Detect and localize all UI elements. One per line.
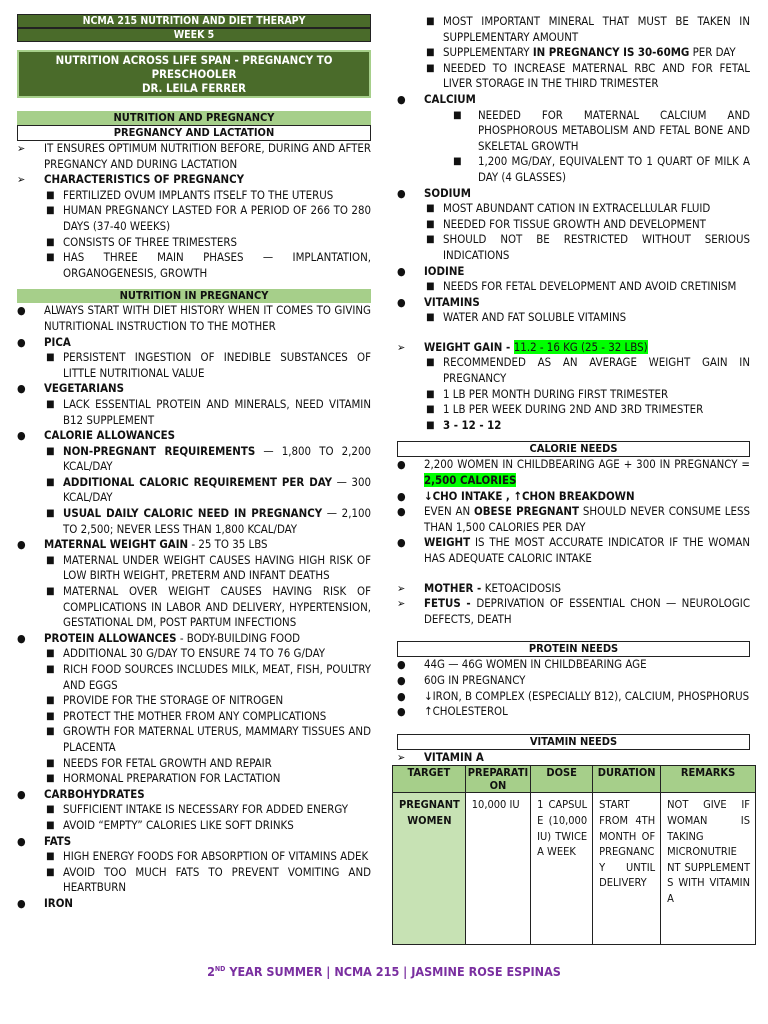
list-item (397, 504, 750, 535)
round-bullet-icon: ● (397, 186, 406, 200)
weight-text: IS THE MOST ACCURATE INDICATOR IF THE WOMAN HAS ADEQUATE CALORIC INTAKE (424, 535, 750, 565)
list-item: ● IRON (17, 895, 73, 910)
list-item: ■ SUFFICIENT INTAKE IS NECESSARY FOR ADDED ENERGY (46, 802, 348, 817)
arrow-bullet-icon: ➢ (397, 340, 406, 354)
list-item: ■ HAS THREE MAIN PHASES — IMPLANTATION, ORGANOGENESIS, GROWTH (46, 250, 371, 280)
list-item: ● IODINE (397, 263, 465, 278)
square-bullet-icon: ■ (46, 476, 55, 488)
table-header: PREPARATI ON (465, 766, 530, 793)
non-pregnant-value: — 1,800 TO 2,200 KCAL/DAY (63, 443, 371, 474)
section-protein-needs: PROTEIN NEEDS (397, 641, 750, 657)
iron-supp-prefix: SUPPLEMENTARY (443, 45, 533, 60)
obese-label: OBESE PREGNANT (474, 504, 579, 519)
fetus-label: FETUS - (424, 596, 477, 611)
square-bullet-icon: ■ (426, 62, 435, 74)
square-bullet-icon: ■ (426, 218, 435, 230)
right-column (397, 14, 750, 945)
square-bullet-icon: ■ (453, 156, 462, 168)
round-bullet-icon: ● (17, 787, 26, 801)
additional-caloric-value: — 300 KCAL/DAY (63, 474, 371, 505)
footer-year: 2 (207, 964, 215, 980)
footer-sup: ND (214, 965, 226, 973)
list-item: ■ FERTILIZED OVUM IMPLANTS ITSELF TO THE UTERUS (46, 187, 334, 202)
list-item: ● ↓IRON, B COMPLEX (ESPECIALLY B12), CALCIUM, PHOSPHORUS (397, 688, 750, 703)
round-bullet-icon: ● (397, 536, 406, 550)
square-bullet-icon: ■ (453, 109, 462, 121)
course-header: NCMA 215 NUTRITION AND DIET THERAPY (17, 14, 371, 28)
square-bullet-icon: ■ (46, 189, 55, 201)
list-item (17, 631, 371, 647)
list-item: ■ PROTECT THE MOTHER FROM ANY COMPLICATIONS (46, 708, 327, 723)
list-item: ● CALORIE ALLOWANCES (17, 428, 176, 443)
square-bullet-icon: ■ (46, 586, 55, 598)
list-item (397, 581, 750, 597)
section-calorie-needs: CALORIE NEEDS (397, 441, 750, 457)
obese-prefix: EVEN AN (424, 504, 475, 519)
list-item: ● 44G — 46G WOMEN IN CHILDBEARING AGE (397, 657, 647, 672)
usual-caloric-value: — 2,100 TO 2,500; NEVER LESS THAN 1,800 KCAL/DAY (63, 506, 371, 536)
round-bullet-icon: ● (17, 429, 26, 443)
list-item: ■ HIGH ENERGY FOODS FOR ABSORPTION OF VITAMINS ADEK (46, 849, 369, 864)
round-bullet-icon: ● (17, 304, 26, 318)
square-bullet-icon: ■ (46, 804, 55, 816)
list-item (17, 506, 371, 537)
list-item: ● ↑CHOLESTEROL (397, 704, 508, 719)
square-bullet-icon: ■ (426, 388, 435, 400)
list-item: ➢ IT ENSURES OPTIMUM NUTRITION BEFORE, DURING AND AFTER PREGNANCY AND DURING LACTATION (17, 141, 371, 171)
list-item: ■ HORMONAL PREPARATION FOR LACTATION (46, 771, 281, 786)
square-bullet-icon: ■ (426, 357, 435, 369)
topic-title (17, 50, 371, 98)
square-bullet-icon: ■ (426, 419, 435, 431)
iron-supp-suffix: PER DAY (689, 45, 736, 60)
list-item: ■ NEEDED FOR TISSUE GROWTH AND DEVELOPMENT (426, 216, 706, 231)
square-bullet-icon: ■ (46, 554, 55, 566)
square-bullet-icon: ■ (46, 866, 55, 878)
section-nutrition-and-pregnancy: NUTRITION AND PREGNANCY (17, 111, 371, 125)
list-item: ■ GROWTH FOR MATERNAL UTERUS, MAMMARY TISSUES AND PLACENTA (46, 724, 371, 754)
square-bullet-icon: ■ (46, 773, 55, 785)
arrow-bullet-icon: ➢ (17, 142, 26, 155)
square-bullet-icon: ■ (426, 312, 435, 324)
list-item: ■ NEEDED FOR MATERNAL CALCIUM AND PHOSPHOROUS METABOLISM AND FETAL BONE AND SKELETAL GROWTH (453, 107, 750, 153)
list-item (17, 537, 371, 553)
round-bullet-icon: ● (397, 505, 406, 519)
subsection-pregnancy-and-lactation: PREGNANCY AND LACTATION (17, 125, 371, 141)
round-bullet-icon: ● (17, 896, 26, 910)
arrow-bullet-icon: ➢ (397, 581, 406, 595)
arrow-bullet-icon: ➢ (17, 173, 26, 187)
round-bullet-icon: ● (17, 382, 26, 396)
list-item: ■ MATERNAL OVER WEIGHT CAUSES HAVING RISK OF COMPLICATIONS IN LABOR AND DELIVERY, HYPERTENSION, GESTATIONAL DM, POST PARTUM INFECTIONS (46, 584, 371, 630)
list-item (397, 45, 750, 61)
square-bullet-icon: ■ (46, 445, 55, 457)
list-item: ● VEGETARIANS (17, 381, 124, 396)
list-item: ● CALCIUM (397, 91, 476, 106)
footer-text: YEAR SUMMER | NCMA 215 | JASMINE ROSE ESPINAS (225, 964, 561, 980)
section-nutrition-in-pregnancy: NUTRITION IN PREGNANCY (17, 289, 371, 303)
list-item: ■ RICH FOOD SOURCES INCLUDES MILK, MEAT, FISH, POULTRY AND EGGS (46, 662, 371, 692)
list-item: ■ MOST IMPORTANT MINERAL THAT MUST BE TAKEN IN SUPPLEMENTARY AMOUNT (426, 14, 750, 44)
square-bullet-icon: ■ (46, 726, 55, 738)
vitamin-a-table (392, 765, 756, 945)
round-bullet-icon: ● (17, 538, 26, 552)
square-bullet-icon: ■ (46, 352, 55, 364)
round-bullet-icon: ● (397, 264, 406, 278)
table-cell: 10,000 IU (465, 793, 530, 945)
table-header-row (393, 766, 756, 793)
round-bullet-icon: ● (397, 689, 406, 703)
left-column (17, 14, 371, 912)
list-item: ■ 1 LB PER WEEK DURING 2ND AND 3RD TRIMESTER (426, 402, 704, 417)
list-item: ■ 3 - 12 - 12 (426, 417, 502, 432)
round-bullet-icon: ● (17, 335, 26, 349)
arrow-bullet-icon: ➢ (397, 597, 406, 611)
list-item: ■ AVOID TOO MUCH FATS TO PREVENT VOMITING AND HEARTBURN (46, 864, 371, 895)
round-bullet-icon: ● (397, 92, 406, 106)
table-header: DURATION (593, 766, 661, 793)
table-header: TARGET (393, 766, 466, 793)
round-bullet-icon: ● (397, 705, 406, 719)
obese-suffix: SHOULD NEVER CONSUME LESS THAN 1,500 CALORIES PER DAY (424, 504, 750, 534)
round-bullet-icon: ● (17, 834, 26, 848)
calorie-line-text: 2,200 WOMEN IN CHILDBEARING AGE + 300 IN PREGNANCY = (424, 457, 750, 472)
list-item (397, 535, 750, 566)
table-cell: NOT GIVE IF WOMAN IS TAKING MICRONUTRIE NT SUPPLEMENT S WITH VITAMIN A (661, 793, 756, 945)
maternal-weight-gain-value: - 25 TO 35 LBS (188, 537, 268, 552)
square-bullet-icon: ■ (426, 16, 435, 27)
square-bullet-icon: ■ (46, 851, 55, 863)
round-bullet-icon: ● (397, 295, 406, 309)
square-bullet-icon: ■ (46, 252, 55, 264)
list-item (17, 444, 371, 475)
list-item: ■ MOST ABUNDANT CATION IN EXTRACELLULAR FLUID (426, 201, 711, 216)
list-item: ➢ CHARACTERISTICS OF PREGNANCY (17, 172, 245, 187)
square-bullet-icon: ■ (46, 819, 55, 831)
list-item: ● SODIUM (397, 185, 471, 200)
list-item: ■ CONSISTS OF THREE TRIMESTERS (46, 234, 238, 249)
list-item: ■ SHOULD NOT BE RESTRICTED WITHOUT SERIOUS INDICATIONS (426, 232, 750, 262)
usual-caloric-label: USUAL DAILY CALORIC NEED IN PREGNANCY (63, 506, 323, 521)
list-item: ■ LACK ESSENTIAL PROTEIN AND MINERALS, NEED VITAMIN B12 SUPPLEMENT (46, 396, 371, 427)
round-bullet-icon: ● (17, 631, 26, 645)
arrow-bullet-icon: ➢ (397, 750, 406, 764)
mother-label: MOTHER - (424, 580, 485, 595)
list-item: ■ PROVIDE FOR THE STORAGE OF NITROGEN (46, 693, 284, 708)
square-bullet-icon: ■ (46, 398, 55, 410)
list-item: ● VITAMINS (397, 294, 480, 309)
square-bullet-icon: ■ (46, 757, 55, 769)
list-item: ■ AVOID “EMPTY” CALORIES LIKE SOFT DRINKS (46, 817, 294, 832)
square-bullet-icon: ■ (46, 236, 55, 248)
list-item (397, 596, 750, 627)
round-bullet-icon: ● (397, 673, 406, 687)
table-cell: PREGNANT WOMEN (393, 793, 466, 945)
list-item: ■ PERSISTENT INGESTION OF INEDIBLE SUBSTANCES OF LITTLE NUTRITIONAL VALUE (46, 350, 371, 380)
list-item (397, 457, 750, 488)
additional-caloric-label: ADDITIONAL CALORIC REQUIREMENT PER DAY (63, 474, 332, 489)
page-footer (0, 962, 768, 980)
table-header: REMARKS (661, 766, 756, 793)
section-vitamin-needs: VITAMIN NEEDS (397, 734, 750, 750)
maternal-weight-gain-label: MATERNAL WEIGHT GAIN (44, 537, 189, 552)
iron-supp-dose: IN PREGNANCY IS 30-60MG (532, 45, 690, 60)
protein-allowances-value: - BODY-BUILDING FOOD (176, 630, 301, 645)
list-item: ● 60G IN PREGNANCY (397, 672, 526, 687)
round-bullet-icon: ● (397, 489, 406, 503)
list-item: ■ NEEDS FOR FETAL GROWTH AND REPAIR (46, 755, 272, 770)
week-header: WEEK 5 (17, 28, 371, 42)
list-item: ➢ VITAMIN A (397, 749, 484, 764)
table-cell: 1 CAPSUL E (10,000 IU) TWICE A WEEK (531, 793, 593, 945)
weight-gain-value: 11.2 - 16 KG (25 - 32 LBS) (513, 339, 648, 354)
list-item: ■ RECOMMENDED AS AN AVERAGE WEIGHT GAIN IN PREGNANCY (426, 355, 750, 386)
lecturer-name: DR. LEILA FERRER (141, 81, 247, 95)
square-bullet-icon: ■ (426, 203, 435, 215)
table-header: DOSE (531, 766, 593, 793)
list-item: ■ NEEDS FOR FETAL DEVELOPMENT AND AVOID CRETINISM (426, 279, 737, 294)
weight-gain-label: WEIGHT GAIN - (424, 339, 514, 354)
list-item: ■ NEEDED TO INCREASE MATERNAL RBC AND FOR FETAL LIVER STORAGE IN THE THIRD TRIMESTER (426, 60, 750, 91)
list-item: ● ↓CHO INTAKE , ↑CHON BREAKDOWN (397, 488, 635, 503)
square-bullet-icon: ■ (46, 664, 55, 675)
square-bullet-icon: ■ (426, 404, 435, 416)
list-item (397, 340, 750, 356)
table-cell: START FROM 4TH MONTH OF PREGNANC Y UNTIL DELIVERY (593, 793, 661, 945)
list-item: ■ HUMAN PREGNANCY LASTED FOR A PERIOD OF 266 TO 280 DAYS (37-40 WEEKS) (46, 203, 371, 233)
calorie-total: 2,500 CALORIES (424, 473, 517, 488)
list-item: ■ ADDITIONAL 30 G/DAY TO ENSURE 74 TO 76 G/DAY (46, 646, 325, 661)
square-bullet-icon: ■ (426, 47, 435, 59)
round-bullet-icon: ● (397, 658, 406, 672)
square-bullet-icon: ■ (46, 695, 55, 707)
list-item: ■ WATER AND FAT SOLUBLE VITAMINS (426, 310, 627, 325)
list-item: ● FATS (17, 833, 72, 848)
list-item: ● PICA (17, 334, 71, 349)
square-bullet-icon: ■ (426, 281, 435, 293)
weight-label: WEIGHT (424, 535, 471, 550)
topic-text: NUTRITION ACROSS LIFE SPAN - PREGNANCY TO PRESCHOOLER (55, 53, 333, 81)
square-bullet-icon: ■ (46, 710, 55, 722)
mother-text: KETOACIDOSIS (484, 580, 562, 595)
list-item: ■ 1 LB PER MONTH DURING FIRST TRIMESTER (426, 386, 669, 401)
list-item (17, 475, 371, 506)
table-row (393, 793, 756, 945)
fetus-text: DEPRIVATION OF ESSENTIAL CHON — NEUROLOGIC DEFECTS, DEATH (424, 596, 750, 626)
square-bullet-icon: ■ (46, 648, 55, 660)
list-item: ■ MATERNAL UNDER WEIGHT CAUSES HAVING HIGH RISK OF LOW BIRTH WEIGHT, PRETERM AND INFANT DEATHS (46, 552, 371, 583)
non-pregnant-label: NON-PREGNANT REQUIREMENTS (63, 443, 256, 458)
square-bullet-icon: ■ (46, 205, 55, 217)
list-item: ■ 1,200 MG/DAY, EQUIVALENT TO 1 QUART OF MILK A DAY (4 GLASSES) (453, 154, 750, 184)
list-item: ● ALWAYS START WITH DIET HISTORY WHEN IT COMES TO GIVING NUTRITIONAL INSTRUCTION TO THE MOTHER (17, 303, 371, 333)
round-bullet-icon: ● (397, 458, 406, 472)
square-bullet-icon: ■ (426, 234, 435, 246)
protein-allowances-label: PROTEIN ALLOWANCES (44, 630, 177, 645)
list-item: ● CARBOHYDRATES (17, 786, 145, 801)
square-bullet-icon: ■ (46, 508, 55, 520)
